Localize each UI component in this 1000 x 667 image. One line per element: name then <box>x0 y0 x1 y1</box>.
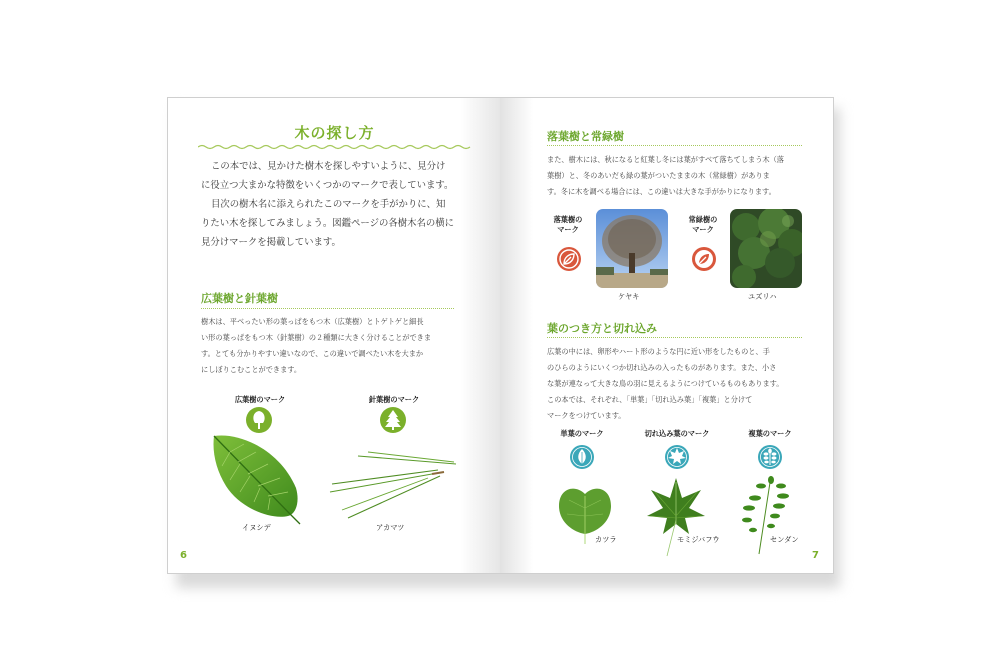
keyaki-caption: ケヤキ <box>618 292 640 301</box>
simple-leaf-mark-icon <box>569 444 595 470</box>
right-page <box>500 97 834 574</box>
sendan-leaf-image <box>737 474 797 558</box>
deciduous-mark-icon <box>556 246 582 272</box>
evergreen-mark-label: 常緑樹の マーク <box>688 215 718 234</box>
title-underline <box>198 144 473 150</box>
heading-dotted-rule <box>201 308 454 309</box>
katsura-caption: カツラ <box>595 535 617 544</box>
keyaki-photo <box>596 209 668 288</box>
section-heading-leaf-arrangement: 葉のつき方と切れ込み <box>547 322 657 335</box>
left-page <box>167 97 500 574</box>
deciduous-mark-label: 落葉樹の マーク <box>553 215 583 234</box>
yuzuriha-caption: ユズリハ <box>748 292 777 301</box>
momijibafuu-caption: モミジバフウ <box>677 535 720 544</box>
lobed-leaf-mark-label: 切れ込み葉のマーク <box>644 429 710 438</box>
yuzuriha-photo <box>730 209 802 288</box>
page-number-left: 6 <box>180 550 187 561</box>
section-heading-broadleaf-conifer: 広葉樹と針葉樹 <box>201 292 278 305</box>
heading-dotted-rule <box>547 337 802 338</box>
simple-leaf-mark-label: 単葉のマーク <box>560 429 604 438</box>
lobed-leaf-mark-icon <box>664 444 690 470</box>
page-number-right: 7 <box>812 550 819 561</box>
conifer-mark-icon <box>379 406 407 434</box>
leaf-arrangement-paragraph: 広葉の中には、卵形やハート形のような円に近い形をしたものと、手 のひらのようにいくつか切れ込みの入ったものがあります。また、小さ な葉が連なって大きな鳥の羽に見えるようにつけているものもあります。 この本では、それぞれ、「単葉」「切れ込み葉」「複葉」と分けて マークをつけています。 <box>547 347 784 420</box>
heading-dotted-rule <box>547 145 802 146</box>
broadleaf-conifer-paragraph: 樹木は、平べったい形の葉っぱをもつ木（広葉樹）とトゲトゲと細長 い形の葉っぱをもつ木（針葉樹）の２種類に大きく分けることができま す。とても分かりやすい違いなので、この違いで調べたい木を大まか にしぼりこむことができます。 <box>201 317 432 374</box>
page-title: 木の探し方 <box>294 124 375 142</box>
intro-paragraph: この本では、見かけた樹木を探しやすいように、見分け に役立つ大まかな特徴をいくつかのマークで表しています。 目次の樹木名に添えられたこのマークを手がかりに、知 りたい木を探してみましょう。図鑑ページの各樹木名の横に 見分けマークを掲載しています。 <box>201 161 454 248</box>
momijibafuu-leaf-image <box>645 476 707 558</box>
akamatsu-needles-image <box>328 448 460 523</box>
broadleaf-mark-label: 広葉樹のマーク <box>234 395 286 404</box>
inushide-leaf-image <box>210 430 305 530</box>
sendan-caption: センダン <box>770 535 799 544</box>
inushide-caption: イヌシデ <box>242 523 271 532</box>
conifer-mark-label: 針葉樹のマーク <box>368 395 420 404</box>
section-heading-deciduous-evergreen: 落葉樹と常緑樹 <box>547 130 624 143</box>
deciduous-evergreen-paragraph: また、樹木には、秋になると紅葉し冬には葉がすべて落ちてしまう木（落 葉樹）と、冬のあいだも緑の葉がついたままの木（常緑樹）がありま す。冬に木を調べる場合には、この違いは大きな手がかりになります。 <box>547 155 784 196</box>
compound-leaf-mark-icon <box>757 444 783 470</box>
akamatsu-caption: アカマツ <box>376 523 405 532</box>
compound-leaf-mark-label: 複葉のマーク <box>748 429 792 438</box>
evergreen-mark-icon <box>691 246 717 272</box>
